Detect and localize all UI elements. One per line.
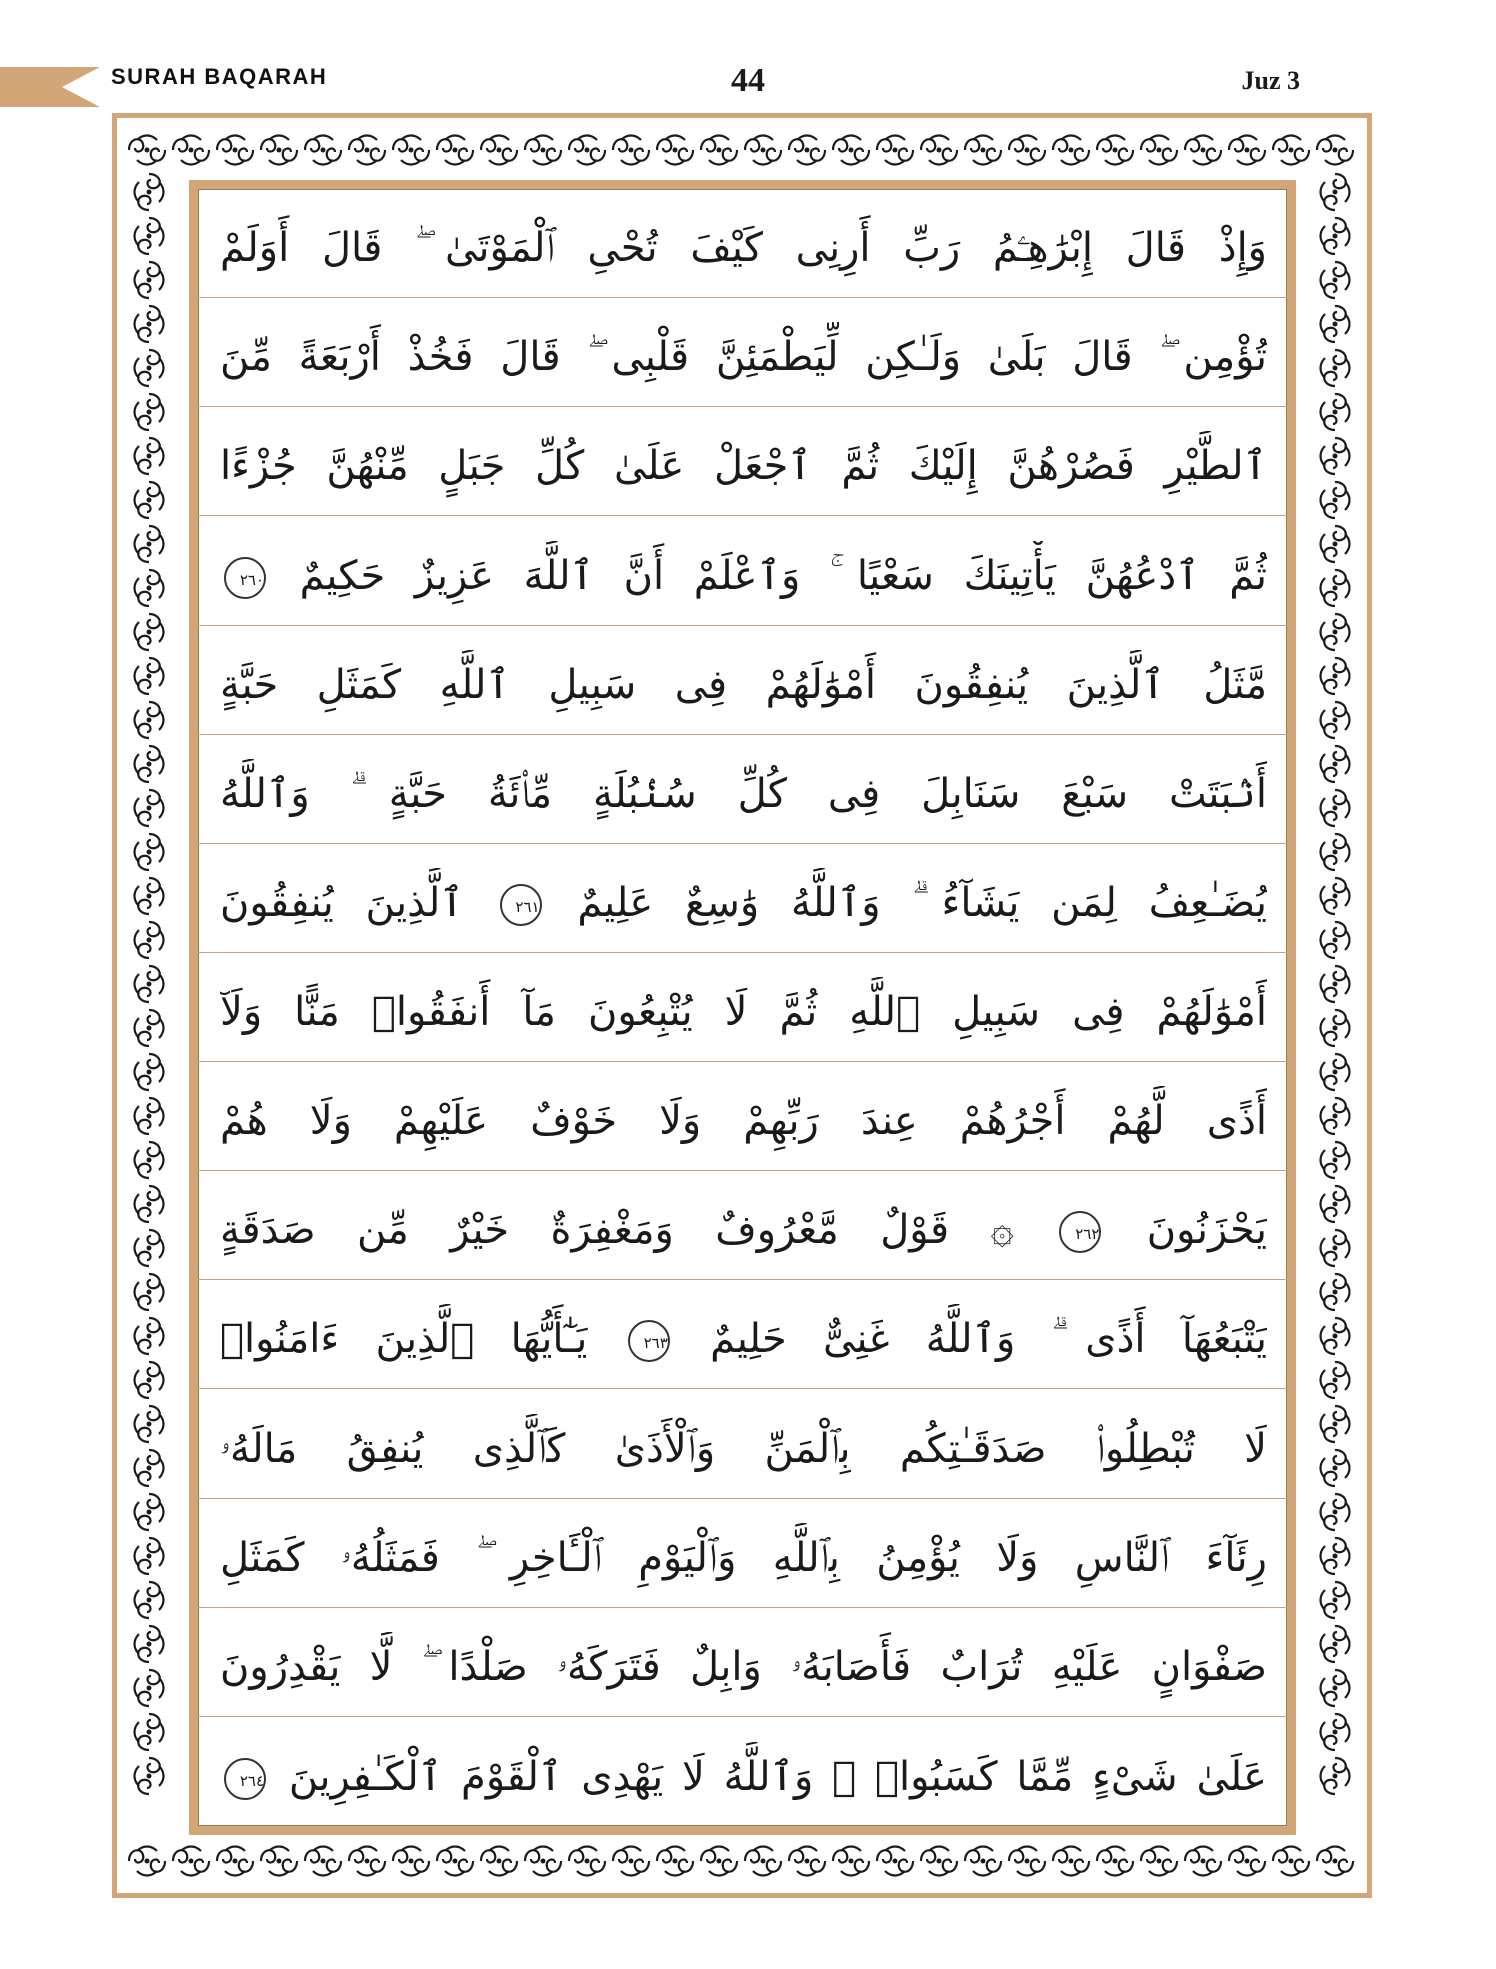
verse-text: لَا تُبْطِلُوا۟ صَدَقَـٰتِكُم بِٱلْمَنِّ وَٱلْأَذَىٰ كَٱلَّذِى يُنفِقُ مَالَهُۥ [220,1425,1267,1472]
text-line [198,1280,1287,1389]
text-line [198,626,1287,735]
border-motif [1321,1714,1350,1750]
text-line [198,189,1287,298]
border-motif [481,1847,517,1876]
border-motif [135,482,164,518]
border-motif [135,834,164,870]
border-motif [135,1450,164,1486]
border-motif [135,922,164,958]
line-text [220,650,1267,720]
border-motif [135,570,164,606]
border-motif [1321,174,1350,210]
border-motif [1321,658,1350,694]
border-motif [135,966,164,1002]
border-motif [1321,1582,1350,1618]
ayah-number-marker: ٢٦٣ [628,1320,670,1362]
border-motif [1321,350,1350,386]
page-number: 44 [731,62,765,99]
border-motif [1321,614,1350,650]
border-motif [1141,136,1177,165]
verse-text: ثُمَّ ٱدْعُهُنَّ يَأْتِينَكَ سَعْيًا ۚ وَٱعْلَمْ أَنَّ ٱللَّهَ عَزِيزٌ حَكِيمٌ [299,552,1267,599]
border-motif [745,1847,781,1876]
border-motif [1229,1847,1265,1876]
line-text [220,1304,1267,1374]
line-text [220,1632,1267,1702]
border-motif [613,136,649,165]
line-text [220,1195,1267,1265]
border-motif [135,746,164,782]
border-motif [173,1847,209,1876]
border-motif [135,350,164,386]
border-motif [833,136,869,165]
text-line [198,407,1287,516]
verse-lines [198,189,1287,1826]
text-line [198,1608,1287,1717]
verse-text: تُؤْمِن ۖ قَالَ بَلَىٰ وَلَـٰكِن لِّيَطْمَئِنَّ قَلْبِى ۖ قَالَ فَخُذْ أَرْبَعَةً مِّنَ [220,334,1267,381]
border-motif [569,1847,605,1876]
border-motif [135,438,164,474]
text-line [198,516,1287,625]
verse-text: يَحْزَنُونَ [1146,1207,1267,1254]
border-motif [1273,136,1309,165]
border-motif [1321,1318,1350,1354]
border-motif [1321,1098,1350,1134]
line-text [220,1086,1267,1156]
border-motif [1141,1847,1177,1876]
juz-label: Juz 3 [1241,66,1300,95]
text-line [198,1389,1287,1498]
border-motif [135,1142,164,1178]
border-motif [789,136,825,165]
verse-text: رِئَآءَ ٱلنَّاسِ وَلَا يُؤْمِنُ بِٱللَّهِ وَٱلْيَوْمِ ٱلْـَٔاخِرِ ۖ فَمَثَلُهُۥ كَمَثَلِ [220,1534,1267,1581]
border-motif [921,1847,957,1876]
border-motif [1273,1847,1309,1876]
border-motif [1321,1758,1350,1794]
border-motif [135,306,164,342]
border-motif [1317,136,1353,165]
line-text [220,541,1267,611]
border-motif [217,1847,253,1876]
line-text [220,1523,1267,1593]
ayah-number-marker: ٢٦٠ [224,557,266,599]
verse-text: يُضَـٰعِفُ لِمَن يَشَآءُ ۗ وَٱللَّهُ وَٰسِعٌ عَلِيمٌ [577,879,1267,926]
border-motif [877,136,913,165]
border-motif [1321,1186,1350,1222]
border-motif [135,262,164,298]
border-motif [1097,136,1133,165]
border-motif [657,136,693,165]
border-motif [921,136,957,165]
border-motif [217,136,253,165]
border-motif [135,1670,164,1706]
border-motif [1053,136,1089,165]
line-text [220,213,1267,283]
border-motif [135,1010,164,1046]
border-motif [135,1758,164,1794]
line-text [220,759,1267,829]
border-motif [1321,922,1350,958]
border-motif [135,614,164,650]
ayah-number-marker: ٢٦١ [500,884,542,926]
border-motif [1317,1847,1353,1876]
border-motif [1321,262,1350,298]
border-motif [1321,702,1350,738]
border-motif [135,1714,164,1750]
border-motif [135,1274,164,1310]
border-motif [135,1538,164,1574]
border-motif [135,1406,164,1442]
border-motif [1321,1670,1350,1706]
verse-text: ٱلطَّيْرِ فَصُرْهُنَّ إِلَيْكَ ثُمَّ ٱجْعَلْ عَلَىٰ كُلِّ جَبَلٍ مِّنْهُنَّ جُزْءًا [220,443,1267,490]
verse-text: عَلَىٰ شَىْءٍ مِّمَّا كَسَبُوا۟ ۗ وَٱللَّهُ لَا يَهْدِى ٱلْقَوْمَ ٱلْكَـٰفِرِينَ [288,1753,1267,1800]
border-motif [1321,746,1350,782]
border-motif [135,394,164,430]
text-line [198,1171,1287,1280]
border-motif [135,1186,164,1222]
verse-text: مَّثَلُ ٱلَّذِينَ يُنفِقُونَ أَمْوَٰلَهُمْ فِى سَبِيلِ ٱللَّهِ كَمَثَلِ حَبَّةٍ [220,661,1267,708]
verse-text: أَذًى لَّهُمْ أَجْرُهُمْ عِندَ رَبِّهِمْ وَلَا خَوْفٌ عَلَيْهِمْ وَلَا هُمْ [220,1098,1267,1145]
border-motif [135,702,164,738]
border-motif [135,658,164,694]
line-text [220,1414,1267,1484]
border-motif [1321,438,1350,474]
border-motif [1321,1626,1350,1662]
border-motif [1321,966,1350,1002]
border-motif [393,1847,429,1876]
border-motif [1321,1142,1350,1178]
text-line [198,1062,1287,1171]
border-motif [1321,1406,1350,1442]
border-motif [261,1847,297,1876]
line-text [220,977,1267,1047]
border-motif [437,1847,473,1876]
border-motif [135,1098,164,1134]
border-motif [135,1230,164,1266]
border-motif [1321,1054,1350,1090]
border-motif [1321,878,1350,914]
verse-text: وَإِذْ قَالَ إِبْرَٰهِـۧمُ رَبِّ أَرِنِى كَيْفَ تُحْىِ ٱلْمَوْتَىٰ ۖ قَالَ أَوَلَمْ [220,225,1267,272]
border-motif [129,136,165,165]
border-motif [135,1054,164,1090]
border-motif [657,1847,693,1876]
border-motif [1053,1847,1089,1876]
line-text [220,1742,1267,1812]
border-motif [1321,218,1350,254]
verse-text-continuation: يَـٰٓأَيُّهَا ٱلَّذِينَ ءَامَنُوا۟ [220,1316,588,1363]
text-line [198,735,1287,844]
text-line [198,1717,1287,1826]
border-motif [965,1847,1001,1876]
border-motif [789,1847,825,1876]
border-motif [1229,136,1265,165]
border-motif [1009,136,1045,165]
border-motif [1321,790,1350,826]
border-motif [305,1847,341,1876]
line-text [220,322,1267,392]
text-line [198,953,1287,1062]
border-motif [1321,1274,1350,1310]
border-motif [135,790,164,826]
border-motif [1321,834,1350,870]
border-motif [1321,1538,1350,1574]
border-motif [135,1494,164,1530]
border-motif [135,526,164,562]
border-motif [1321,570,1350,606]
border-motif [135,1318,164,1354]
border-motif [525,136,561,165]
border-motif [305,136,341,165]
verse-text: أَنۢبَتَتْ سَبْعَ سَنَابِلَ فِى كُلِّ سُنۢبُلَةٍ مِّا۟ئَةُ حَبَّةٍ ۗ وَٱللَّهُ [220,770,1267,817]
border-motif [481,136,517,165]
verse-text: أَمْوَٰلَهُمْ فِى سَبِيلِ ٱللَّهِ ثُمَّ لَا يُتْبِعُونَ مَآ أَنفَقُوا۟ مَنًّا وَلَآ [220,989,1267,1036]
text-line [198,844,1287,953]
border-motif [965,136,1001,165]
ayah-number-marker: ٢٦٤ [224,1758,266,1800]
border-motif [745,136,781,165]
border-motif [135,1626,164,1662]
border-motif [1185,1847,1221,1876]
border-motif [525,1847,561,1876]
border-motif [1321,482,1350,518]
border-motif [701,1847,737,1876]
surah-title: SURAH BAQARAH [111,64,328,89]
line-text [220,431,1267,501]
border-motif [1321,1010,1350,1046]
border-motif [833,1847,869,1876]
border-motif [569,136,605,165]
text-line [198,298,1287,407]
border-motif [349,1847,385,1876]
text-line [198,1499,1287,1608]
border-motif [1321,1494,1350,1530]
border-motif [1097,1847,1133,1876]
border-motif [135,1582,164,1618]
border-motif [437,136,473,165]
border-motif [1185,136,1221,165]
border-motif [1321,306,1350,342]
ayah-number-marker: ٢٦٢ [1059,1211,1101,1253]
verse-text-continuation: ۞ قَوْلٌ مَّعْرُوفٌ وَمَغْفِرَةٌ خَيْرٌ مِّن صَدَقَةٍ [220,1207,1014,1254]
border-motif [135,174,164,210]
border-motif [349,136,385,165]
border-motif [129,1847,165,1876]
verse-text: صَفْوَانٍ عَلَيْهِ تُرَابٌ فَأَصَابَهُۥ وَابِلٌ فَتَرَكَهُۥ صَلْدًا ۖ لَّا يَقْدِرُونَ [220,1643,1267,1690]
border-motif [1321,394,1350,430]
verse-text-continuation: ٱلَّذِينَ يُنفِقُونَ [220,879,464,926]
border-motif [1009,1847,1045,1876]
border-motif [701,136,737,165]
border-motif [135,1362,164,1398]
line-text [220,868,1267,938]
border-motif [135,218,164,254]
border-motif [135,878,164,914]
border-motif [613,1847,649,1876]
border-motif [393,136,429,165]
border-motif [877,1847,913,1876]
border-motif [173,136,209,165]
border-motif [1321,1362,1350,1398]
border-motif [1321,526,1350,562]
border-motif [1321,1450,1350,1486]
verse-text: يَتْبَعُهَآ أَذًى ۗ وَٱللَّهُ غَنِىٌّ حَلِيمٌ [710,1316,1267,1363]
border-motif [261,136,297,165]
border-motif [1321,1230,1350,1266]
